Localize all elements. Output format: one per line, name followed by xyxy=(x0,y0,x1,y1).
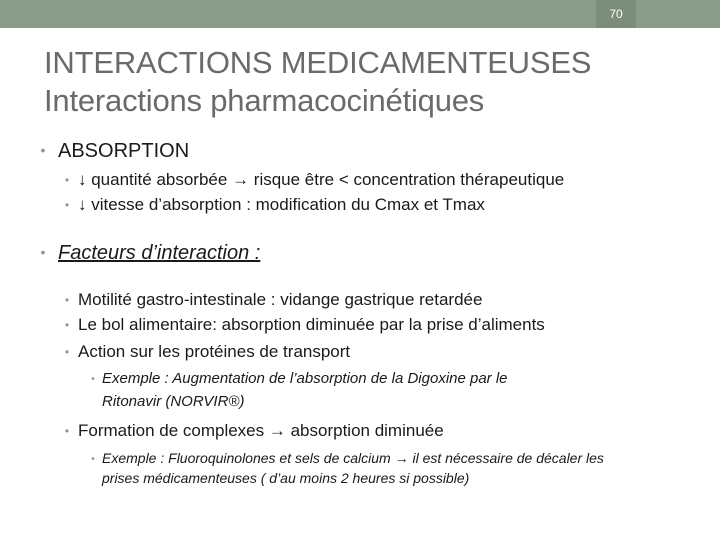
absorption-point-1 xyxy=(56,170,564,190)
bullet-icon: • xyxy=(64,318,70,332)
bullet-icon: • xyxy=(91,374,95,385)
example-complexes-line-1: Exemple : Fluoroquinolones et sels de calcium → il est nécessaire de décaler les xyxy=(102,450,604,466)
page-number: 70 xyxy=(596,0,636,28)
facteur-complexes xyxy=(56,421,444,441)
facteur-item-2-text: Le bol alimentaire: absorption diminuée par la prise d’aliments xyxy=(78,315,545,334)
title-line-1: INTERACTIONS MEDICAMENTEUSES xyxy=(44,45,592,80)
absorption-point-2 xyxy=(56,195,485,215)
bullet-icon: • xyxy=(64,198,70,212)
bullet-icon: • xyxy=(91,454,95,465)
example-transport xyxy=(84,370,508,387)
example-transport-line-1: Exemple : Augmentation de l’absorption de la Digoxine par le xyxy=(102,370,508,387)
bullet-icon: • xyxy=(40,244,46,260)
bullet-icon: • xyxy=(64,173,70,187)
facteur-item-1-text: Motilité gastro-intestinale : vidange gastrique retardée xyxy=(78,290,483,309)
facteur-complexes-text: Formation de complexes → absorption diminuée xyxy=(78,421,444,440)
example-complexes-line-2: prises médicamenteuses ( d’au moins 2 heures si possible) xyxy=(102,470,470,486)
facteur-item-2 xyxy=(56,315,545,335)
title-line-2: Interactions pharmacocinétiques xyxy=(44,83,485,118)
absorption-heading: ABSORPTION xyxy=(58,140,190,162)
example-transport-cont xyxy=(84,393,244,410)
example-complexes-cont xyxy=(84,470,469,486)
absorption-heading-item xyxy=(28,140,189,163)
bullet-icon: • xyxy=(64,293,70,307)
facteur-item-3 xyxy=(56,342,350,362)
facteurs-heading-item xyxy=(28,242,260,265)
facteur-item-1 xyxy=(56,290,482,310)
facteur-item-3-text: Action sur les protéines de transport xyxy=(78,342,351,361)
example-complexes xyxy=(84,450,604,466)
example-transport-line-2: Ritonavir (NORVIR®) xyxy=(102,393,245,410)
bullet-icon: • xyxy=(40,142,46,158)
bullet-icon: • xyxy=(64,424,70,438)
facteurs-heading: Facteurs d’interaction : xyxy=(58,242,261,264)
absorption-point-1-text: ↓ quantité absorbée → risque être < concentration thérapeutique xyxy=(78,170,565,189)
bullet-icon: • xyxy=(64,345,70,359)
absorption-point-2-text: ↓ vitesse d’absorption : modification du Cmax et Tmax xyxy=(78,195,485,214)
